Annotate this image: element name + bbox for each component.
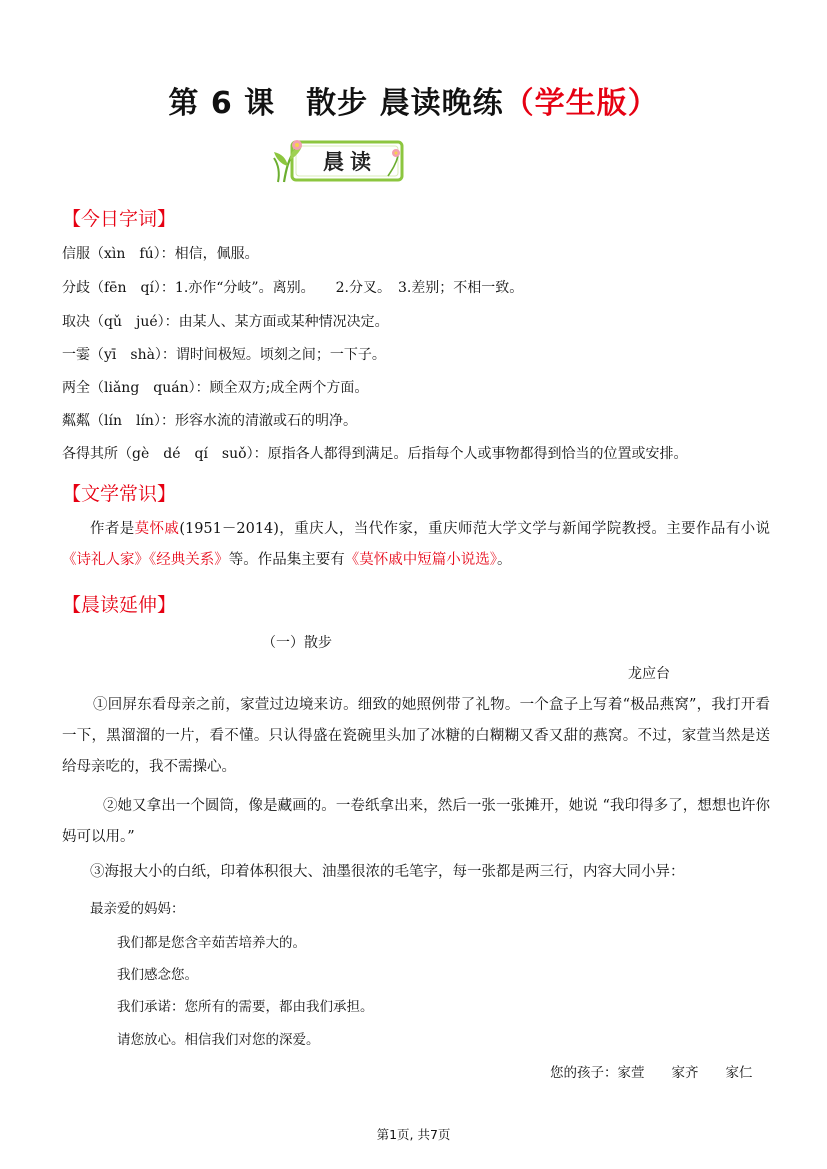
word-entry: 信服（xìn fú）：相信，佩服。 [62, 246, 259, 262]
title-main: 第 6 课 散步 晨读晚练 [168, 86, 504, 121]
page-footer: 第1页, 共7页 [376, 1127, 451, 1142]
word-entry: 两全（liǎng quán）：顾全双方;成全两个方面。 [62, 380, 369, 396]
reading-paragraph: ①回屏东看母亲之前，家萱过边境来访。细致的她照例带了礼物。一个盒子上写着“极品燕窝”，我打开看一下，黑溜溜的一片，看不懂。只认得盛在瓷碗里头加了冰糖的白糊糊又香又甜的燕窝。不过，家萱当然是送给母亲吃的，我不需操心。 [62, 697, 770, 775]
poem-line: 请您放心。相信我们对您的深爱。 [117, 1032, 320, 1048]
word-entry: 一霎（yī shà）：谓时间极短。顷刻之间；一下子。 [62, 347, 386, 363]
poem-signature: 您的孩子：家萱 家齐 家仁 [550, 1065, 753, 1081]
section-heading-words: 【今日字词】 [62, 208, 177, 230]
literature-text: 作者是 [90, 521, 135, 537]
poem-line: 我们都是您含辛茹苦培养大的。 [117, 935, 306, 951]
reading-paragraph: ②她又拿出一个圆筒，像是藏画的。一卷纸拿出来，然后一张一张摊开，她说 “我印得多了，想想也许你妈可以用。” [62, 798, 770, 845]
banner-label: 晨读 [323, 150, 377, 174]
literature-text: 等。作品集主要有 [228, 552, 345, 568]
author-name: 莫怀戚 [134, 521, 180, 537]
reading-paragraph: ③海报大小的白纸，印着体积很大、油墨很浓的毛笔字，每一张都是两三行，内容大同小异： [90, 864, 685, 880]
reading-heading: （一）散步 [262, 635, 332, 651]
reading-author: 龙应台 [628, 666, 670, 682]
literature-paragraph [62, 514, 770, 576]
work-title: 《诗礼人家》 [62, 552, 149, 568]
morning-reading-banner [270, 136, 404, 184]
word-entry: 取决（qǔ jué）：由某人、某方面或某种情况决定。 [62, 314, 389, 330]
literature-text: 。 [497, 552, 512, 568]
word-entry: 粼粼（lín lín）：形容水流的清澈或石的明净。 [62, 413, 357, 429]
poem-line: 我们承诺：您所有的需要，都由我们承担。 [117, 999, 374, 1015]
word-entry: 分歧（fēn qí）：1.亦作“分岐”。离别。 2.分叉。 3.差别；不相一致。 [62, 280, 524, 296]
poem-line: 我们感念您。 [117, 967, 198, 983]
section-heading-literature: 【文学常识】 [62, 483, 177, 505]
work-title: 《经典关系》 [149, 552, 229, 568]
literature-text: (1951－2014)，重庆人，当代作家，重庆师范大学文学与新闻学院教授。主要作品有小说 [179, 521, 771, 537]
word-entry: 各得其所（gè dé qí suǒ）：原指各人都得到满足。后指每个人或事物都得到恰当的位置或安排。 [62, 446, 688, 462]
work-title: 《莫怀戚中短篇小说选》 [344, 552, 497, 568]
title-edition: （学生版） [503, 86, 659, 121]
section-heading-extension: 【晨读延伸】 [62, 594, 177, 616]
poem-greeting: 最亲爱的妈妈： [90, 901, 185, 917]
page-title [0, 78, 827, 122]
